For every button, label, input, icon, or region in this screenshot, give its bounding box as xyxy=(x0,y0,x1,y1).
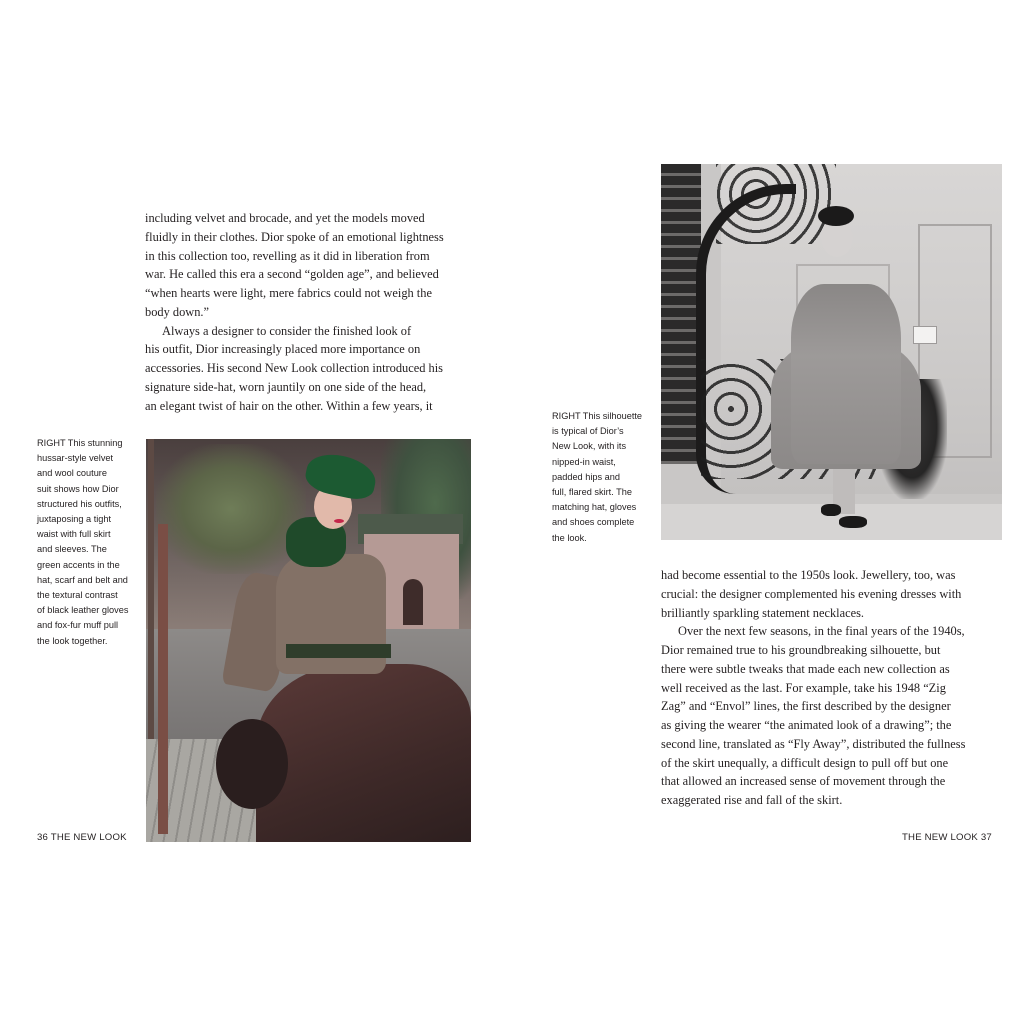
left-paragraph-2 xyxy=(145,322,463,416)
photo-fur-muff xyxy=(216,719,288,809)
caption-line: juxtaposing a tight xyxy=(37,514,112,525)
caption-line: and wool couture xyxy=(37,468,107,479)
caption-line: RIGHT This stunning xyxy=(37,438,123,448)
text-line: body down.” xyxy=(145,304,210,319)
right-paragraph-2 xyxy=(661,622,989,810)
caption-line: structured his outfits, xyxy=(37,498,122,509)
photo-lips xyxy=(334,519,344,523)
text-line: brilliantly sparkling statement necklaces. xyxy=(661,605,865,620)
caption-line: the look together. xyxy=(37,635,108,646)
text-line: signature side-hat, worn jauntily on one side of the head, xyxy=(145,379,427,394)
text-line: war. He called this era a second “golden age”, and believed xyxy=(145,267,439,282)
photo-door xyxy=(403,579,423,625)
right-photo-caption xyxy=(552,409,652,546)
right-body-text xyxy=(661,566,989,810)
text-line: exaggerated rise and fall of the skirt. xyxy=(661,793,843,807)
photo-hat xyxy=(818,206,854,226)
text-line: including velvet and brocade, and yet the models moved xyxy=(145,211,425,225)
caption-line: of black leather gloves xyxy=(37,605,129,616)
text-line: there were subtle tweaks that made each new collection as xyxy=(661,661,950,676)
photo-jacket xyxy=(791,284,901,464)
text-line: Over the next few seasons, in the final years of the 1940s, xyxy=(678,624,965,639)
caption-line: matching hat, gloves xyxy=(552,502,637,513)
photo-wall-lamp xyxy=(913,326,937,344)
caption-line: and shoes complete xyxy=(552,517,635,528)
text-line: crucial: the designer complemented his evening dresses with xyxy=(661,586,962,601)
text-line: of the skirt unequally, a difficult design to pull off but one xyxy=(661,755,949,770)
photo-belt xyxy=(286,644,391,658)
text-line: Zag” and “Envol” lines, the first described by the designer xyxy=(661,699,951,714)
photo-tree-trunk xyxy=(148,439,154,739)
left-body-text xyxy=(145,209,463,415)
photo-skirt xyxy=(256,664,471,842)
caption-line: hat, scarf and belt and xyxy=(37,574,128,585)
text-line: in this collection too, revelling as it did in liberation from xyxy=(145,248,430,263)
caption-line: and sleeves. The xyxy=(37,544,107,555)
text-line: “when hearts were light, mere fabrics could not weigh the xyxy=(145,286,432,300)
text-line: second line, translated as “Fly Away”, distributed the fullness xyxy=(661,736,966,751)
text-line: an elegant twist of hair on the other. Within a few years, it xyxy=(145,398,433,413)
caption-line: waist with full skirt xyxy=(37,529,111,540)
caption-line: nipped-in waist, xyxy=(552,456,616,467)
right-fashion-photo xyxy=(661,164,1002,540)
photo-shoe xyxy=(821,504,841,516)
text-line: that allowed an increased sense of movement through the xyxy=(661,774,946,789)
text-line: well received as the last. For example, take his 1948 “Zig xyxy=(661,680,946,695)
text-line: Dior remained true to his groundbreaking silhouette, but xyxy=(661,643,941,657)
caption-line: the textural contrast xyxy=(37,590,118,601)
right-paragraph-1 xyxy=(661,566,989,622)
photo-stairs xyxy=(661,164,701,464)
text-line: accessories. His second New Look collection introduced his xyxy=(145,361,443,375)
text-line: had become essential to the 1950s look. Jewellery, too, was xyxy=(661,568,956,582)
text-line: Always a designer to consider the finished look of xyxy=(162,323,412,338)
caption-line: hussar-style velvet xyxy=(37,453,114,464)
caption-line: full, flared skirt. The xyxy=(552,487,632,498)
caption-line: RIGHT This silhouette xyxy=(552,411,643,421)
caption-line: is typical of Dior’s xyxy=(552,426,624,437)
photo-pole xyxy=(158,524,168,834)
right-folio: THE NEW LOOK 37 xyxy=(902,832,992,843)
photo-shoe xyxy=(839,516,867,528)
left-paragraph-1 xyxy=(145,209,463,322)
text-line: as giving the wearer “the animated look of a drawing”; the xyxy=(661,718,952,732)
text-line: his outfit, Dior increasingly placed more importance on xyxy=(145,342,421,357)
text-line: fluidly in their clothes. Dior spoke of an emotional lightness xyxy=(145,229,444,244)
caption-line: padded hips and xyxy=(552,471,620,482)
caption-line: green accents in the xyxy=(37,559,120,570)
caption-line: the look. xyxy=(552,532,587,543)
left-photo-caption xyxy=(37,436,137,649)
caption-line: New Look, with its xyxy=(552,441,627,452)
caption-line: and fox-fur muff pull xyxy=(37,620,119,631)
left-fashion-photo xyxy=(146,439,471,842)
photo-trees xyxy=(156,444,306,574)
caption-line: suit shows how Dior xyxy=(37,483,119,494)
left-folio: 36 THE NEW LOOK xyxy=(37,832,127,843)
